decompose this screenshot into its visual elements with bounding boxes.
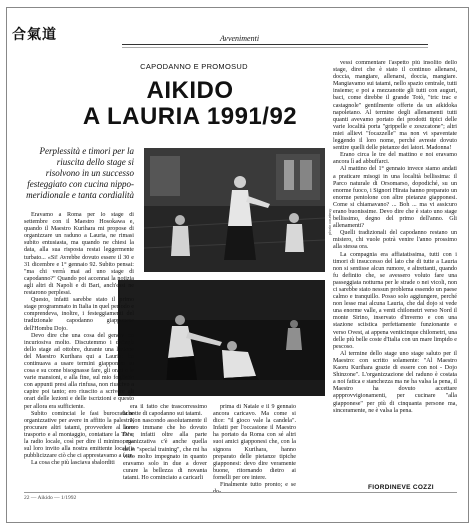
column-1-paragraph: Questo, infatti sarebbe stato il primo stage programmato in Italia in quel periodo e comprendeva, inoltre, i festeggiamenti del tradizionale capodanno giapponese dell'Hombu Dojo. [24,297,134,332]
column-2-paragraph: era il fatto che trascorressimo la notte di capodanno sui tatami. [123,404,207,418]
column-4-paragraph: Al mattino del 1° gennaio invece siamo andati a praticare misogi in una località bellissima: il Parco naturale di Orsomarso, dopodiché, su un enorme fuoco, i Signori Hirata hanno preparato un enorme pentolone con altre pietanze giapponesi. Come si chiamavano? ... Boh ... ma vi assicuro erano buonissime. Devo dire che è stato uno stage bellissimo, degno del primo dell'anno. Gli allenamenti? [333,166,457,230]
column-3-paragraph: Finalmente tutto pronto; e se do- [213,482,296,496]
title-line-1: AIKIDO [146,77,234,104]
column-1-paragraph: Devo dire che una cosa del genere mi incuriosiva molto. Discutemmo i dettagli dello stage ad ottobre, durante una lezione del Maestro Kurihara qui a Lauria: lui continuava a usare termini giapponesi su cosa e su come bisognasse fare, gli orari e le varie mansioni, e alla fine, sul mio foglietto con appunti presi alla rinfusa, non riuscivo a capire poi tanto; ero riuscito a scrivere gli orari delle lezioni e delle iscrizioni e questo per allora era sufficiente. [24,332,134,410]
article-column-4 [333,60,457,480]
column-4-paragraph: Erano circa le tre del mattino e noi eravamo ancora lì ad abbuffarci. [333,152,457,166]
author-signature: FIORDINEVE COZZI [368,484,434,491]
photo-aikido-technique-image [118,280,325,396]
column-2-paragraph: Non nascondo assolutamente il lavoro immane che ho dovuto fare, infatti oltre alla parte organizzativa c'è anche quella dello "special training", che mi ha visto molto impegnato in quanto eravamo solo in due a dover curare la bellezza di novanta tatami. Ho cominciato a caricarli [123,418,207,481]
column-4-paragraph: Quelli tradizionali del capodanno restano un mistero, chi vuole potrà venire l'anno prossimo alla stessa ora. [333,230,457,251]
header-rule [122,44,428,45]
column-4-paragraph: La compagnia era affiatatissima, tutti con i timori di insuccesso del lato che di tutte a Lauria non si sentisse alcun rumore, e altrettanti, quando fu definito che, se avessero voluto fare una passeggiata notturna per le strade o nei vicoli, non ci sarebbe stato nessun problema essendo un paese calmo e tranquillo. Posso solo aggiungere, perché non lesse mai alcuna Lauria, che dal dojo si vede una enorme valle, a venti chilometri verso Nord il monte Sirino, inservato d'inverno e con una stazione sciistica perfettamente funzionante e verso Ovest, ai appena venticinque chilometri, una delle più belle coste d'Italia con un mare limpido e pescoso. [333,251,457,350]
page-header [12,26,467,48]
photo-credit: photo courtesy [327,208,332,235]
column-3-paragraph: prima di Natale e il 9 gennaio ancora caricavo. Ma come si dice: "il gioco vale la candela". Infatti per l'occasione il Maestro ha portato da Roma con sé altri suoi amici giapponesi che, con la signora Kurihara, hanno preparato delle pietanze tipiche giapponesi: devo dire veramente buone, ritornando dietro ai fornelli per ore intere. [213,404,296,481]
article-kicker: CAPODANNO E PROMOSUD [140,62,248,71]
column-1-paragraph: Eravamo a Roma per lo stage di settembre con il Maestro Hosokawa e, quando il Maestro Kurihara mi propose di organizzare un raduno a Lauria, ne rimasi subito entusiasta, ma quando ne chiesi la data, alla sua risposta restai leggermente turbato... «Si! Avrebbe dovuto essere il 30 e 31 dicembre e 1° gennaio 92. Subito pensai: "ma chi verrà mai ad uno stage di capodanno?" Quando poi accennai la notizia agli altri di Napoli e di Bari, anch'essi ne restarono perplessi. [24,212,134,297]
section-title: Avvenimenti [219,34,260,43]
article-column-3 [213,404,296,499]
article-column-2 [123,404,207,499]
column-1-paragraph: Subito cominciai le fasi burocratiche organizzative per avere in affitto la palestra, procurare altri tatami, provvedere al loro trasporto e al montaggio, contattare la TV e la radio locale, così per dire il minimo; ma sul loro invito alla nostra emittente locale a pubblicizzare ciò che ci apprestavamo a fare. [24,410,134,460]
footer-rule [24,492,457,493]
article-title [60,78,320,130]
header-rule-thin [122,47,428,48]
column-4-paragraph: Al termine dello stage uno stage saluto per il Maestro: con scritto solamente: "Al Maestro Kaoru Kurihara grazie di essere con noi - Dojo Shinzone". L'organizzazione del raduno è costata a noi fatica e stanchezza ma ne ha valsa la pena, il Maestro ha dovuto accettare appprovvigionamenti, per cucinare "alla giapponese" per più di cinquanta persone ma, sinceramente, ne è valsa la pena. [333,350,457,414]
photo-dojo-practice-image [144,148,325,272]
photo-aikido-technique [118,280,325,396]
page-footer: 22 — Aikido — 1/1992 [24,495,77,501]
aikido-logo: 合氣道 [12,28,57,43]
column-1-paragraph: La cosa che più lasciava sbalorditi [31,460,115,467]
article-lead: Perplessità e timori per la riuscita dello stage si risolvono in un successo festeggiato con cucina nippo-meridionale e tanta cordialità [26,146,134,200]
article-column-1 [24,212,134,480]
column-4-paragraph: vessi commentare l'aspetto più insolito dello stage, direi che è stato il continuo allenarsi, doccia, mangiare, allenarsi, doccia, mangiare. Mangiavamo sui tatami, nello spazio centrale, tutti insieme; e poi a mezzanotte gli tutti con auguri, baci, come direbbe il grande Totò, "tric trac e castagnole" gentilmente offerte da un aikidoka napoletano. Al termine degli allenamenti tutti quanti avevamo portato dei prodotti tipici delle varie località porta "grippelle e zeszcatone"; altri miei allievi "focazzelle" ma non vi spaventate leggendo il loro nome, perché avreste dovuto sentire quelli delle pietanze dei latori. Madonna! [333,60,457,152]
title-line-2: A LAURIA 1991/92 [82,103,298,130]
photo-dojo-practice [144,148,325,272]
